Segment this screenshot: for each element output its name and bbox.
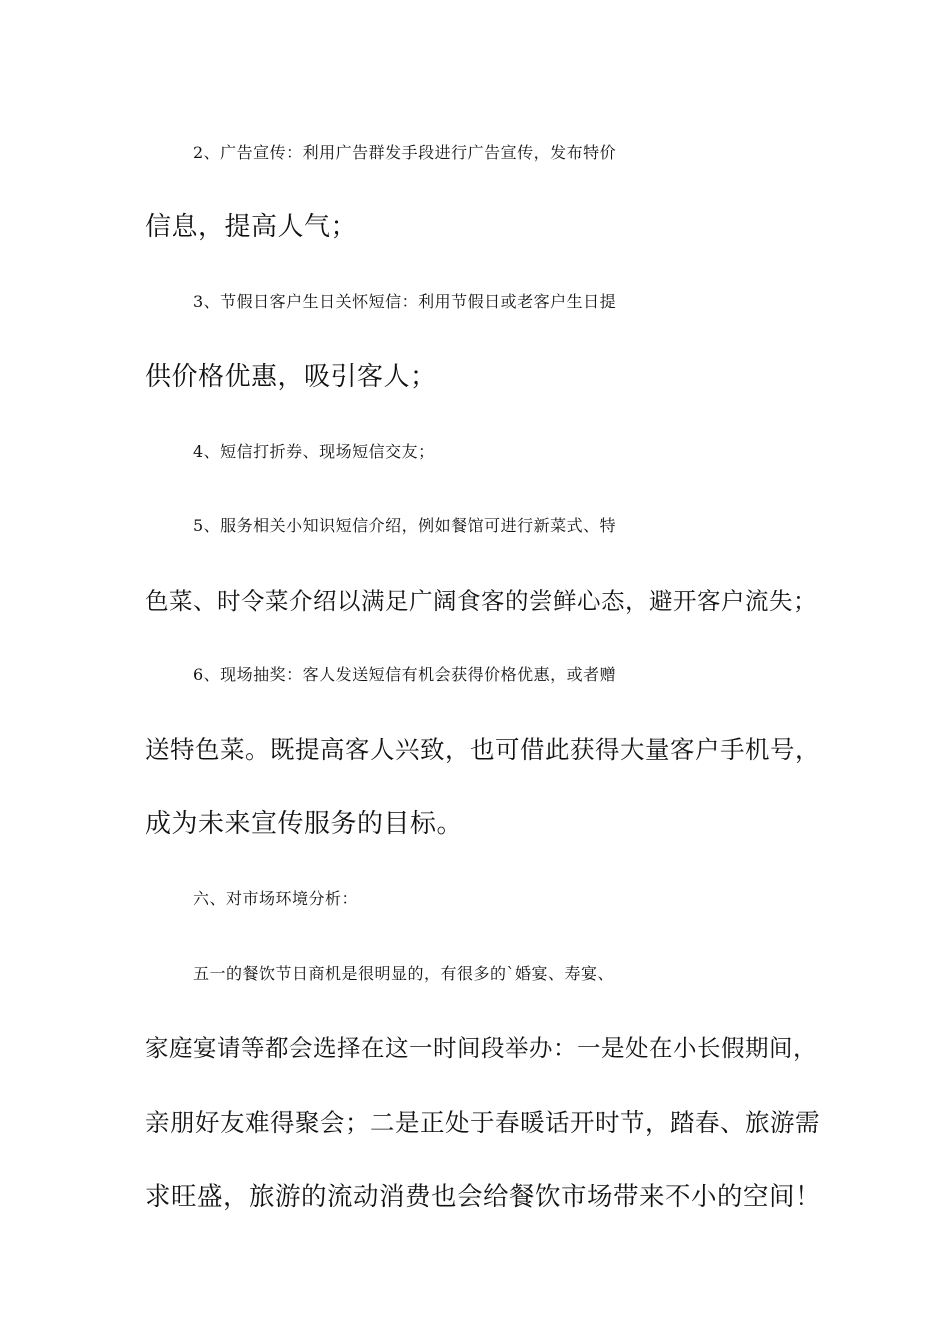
paragraph-line: 色菜、时令菜介绍以满足广阔食客的尝鲜心态，避开客户流失； [145,587,817,615]
paragraph-line: 4、短信打折券、现场短信交友； [193,442,435,461]
paragraph-line: 求旺盛，旅游的流动消费也会给餐饮市场带来不小的空间！ [145,1182,822,1212]
paragraph-line: 信息，提高人气； [145,212,358,242]
paragraph-line: 6、现场抽奖：客人发送短信有机会获得价格优惠，或者赠 [193,665,617,684]
paragraph-line: 供价格优惠，吸引客人； [145,362,437,392]
paragraph-line: 亲朋好友难得聚会；二是正处于春暖话开时节，踏春、旅游需 [145,1108,820,1137]
paragraph-line: 5、服务相关小知识短信介绍，例如餐馆可进行新菜式、特 [193,516,617,535]
paragraph-line: 3、节假日客户生日关怀短信：利用节假日或老客户生日提 [193,292,617,311]
section-heading: 六、对市场环境分析： [193,889,359,908]
paragraph-line: 2、广告宣传：利用广告群发手段进行广告宣传，发布特价 [193,143,617,162]
paragraph-line: 家庭宴请等都会选择在这一时间段举办：一是处在小长假期间， [145,1034,817,1062]
paragraph-line: 送特色菜。既提高客人兴致，也可借此获得大量客户手机号， [145,735,820,764]
paragraph-line: 五一的餐饮节日商机是很明显的，有很多的`婚宴、寿宴、 [193,964,615,983]
paragraph-line: 成为未来宣传服务的目标。 [145,809,464,839]
